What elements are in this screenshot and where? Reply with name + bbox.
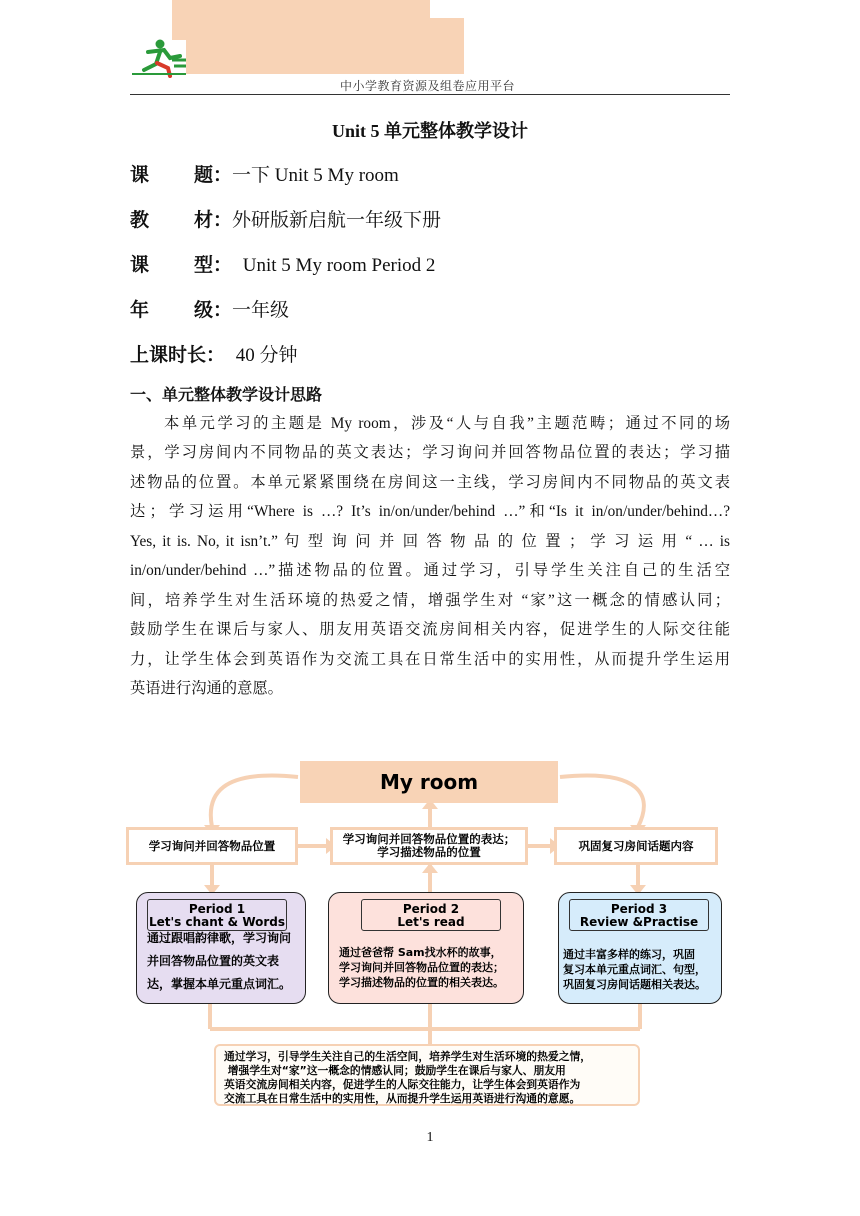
platform-name: 中小学教育资源及组卷应用平台 xyxy=(340,79,516,93)
field-value: Unit 5 My room Period 2 xyxy=(238,255,436,276)
period-3-box xyxy=(558,892,722,1004)
field-label: 教材 xyxy=(130,210,213,231)
paragraph-line: 述物品的位置。本单元紧紧围绕在房间这一主线，学习房间内不同物品的英文表 xyxy=(130,474,730,491)
objective-box xyxy=(554,827,718,865)
summary-box: 通过学习，引导学生关注自己的生活空间，培养学生对生活环境的热爱之情， 增强学生对“家”这一概念的情感认同；鼓励学生在课后与家人、朋友用 英语交流房间相关内容，促进学生的人际交往能力，让学生体会到英语作为 交流工具在日常生活中的实用性，从而提升学生运用英语进行沟通的意愿。 xyxy=(214,1044,640,1106)
period-title: Period 3 Review &Practise xyxy=(569,899,709,931)
paragraph-line: 景，学习房间内不同物品的英文表达；学习询问并回答物品位置的表达；学习描 xyxy=(130,444,730,461)
objective-label: 学习询问并回答物品位置的表达； 学习描述物品的位置 xyxy=(342,832,516,859)
logo-redaction-block xyxy=(172,0,430,20)
field-label: 上课时长 xyxy=(130,345,207,366)
logo-redaction-block xyxy=(172,10,202,40)
period-description: 通过跟唱韵律歌，学习询问 并回答物品位置的英文表 达，掌握本单元重点词汇。 xyxy=(147,931,292,991)
paragraph-line: 力，让学生体会到英语作为交流工具在日常生活中的实用性，从而提升学生运用 xyxy=(130,651,730,668)
field-duration: 上课时长： 40 分钟 xyxy=(130,340,298,367)
unit-structure-diagram xyxy=(120,755,740,1115)
header-divider xyxy=(130,94,730,95)
field-value: 一下 Unit 5 My room xyxy=(232,165,399,186)
field-textbook: 教材：外研版新启航一年级下册 xyxy=(130,205,441,232)
field-label: 课题 xyxy=(130,165,213,186)
objective-label: 巩固复习房间话题内容 xyxy=(578,838,694,853)
objective-label: 学习询问并回答物品位置 xyxy=(148,838,276,853)
objective-box xyxy=(330,827,528,865)
field-value: 一年级 xyxy=(232,300,290,321)
field-label: 年级 xyxy=(130,300,213,321)
paragraph-line: 英语进行沟通的意愿。 xyxy=(130,680,283,697)
paragraph-line: 鼓励学生在课后与家人、朋友用英语交流房间相关内容，促进学生的人际交往能 xyxy=(130,621,730,638)
period-description: 通过爸爸帮 Sam找水杯的故事， 学习询问并回答物品位置的表达； 学习描述物品的位置的相关表达。 xyxy=(339,946,504,989)
paragraph-line: 间，培养学生对生活环境的热爱之情，增强学生对 “家”这一概念的情感认同； xyxy=(130,592,730,609)
field-value: 外研版新启航一年级下册 xyxy=(232,210,442,231)
field-label: 课型 xyxy=(130,255,213,276)
paragraph-line: Yes, it is. No, it isn’t.” 句 型 询 问 并 回 答 物 品 的 位 置 ； 学 习 运 用 “ … is xyxy=(130,533,730,550)
center-topic-box: My room xyxy=(300,761,558,803)
period-2-box xyxy=(328,892,524,1004)
logo-redaction-block xyxy=(186,18,464,74)
field-value: 40 分钟 xyxy=(231,345,298,366)
paragraph-line: in/on/under/behind …”描述物品的位置。通过学习，引导学生关注自己的生活空 xyxy=(130,562,730,579)
period-description: 通过丰富多样的练习，巩固 复习本单元重点词汇、句型， 巩固复习房间话题相关表达。 xyxy=(563,948,706,991)
objective-box xyxy=(126,827,298,865)
field-topic: 课题：一下 Unit 5 My room xyxy=(130,160,399,187)
period-title: Period 2 Let's read xyxy=(361,899,501,931)
page-number: 1 xyxy=(426,1130,434,1145)
field-grade: 年级：一年级 xyxy=(130,295,289,322)
field-lesson-type: 课型： Unit 5 My room Period 2 xyxy=(130,250,435,277)
document-title: Unit 5 单元整体教学设计 xyxy=(331,121,528,141)
paragraph-line: 本单元学习的主题是 My room，涉及“人与自我”主题范畴；通过不同的场 xyxy=(164,415,730,432)
paragraph-line: 达；学习运用“Where is …? It’s in/on/under/behind …”和“Is it in/on/under/behind…? xyxy=(130,503,730,520)
runner-logo-icon xyxy=(130,38,188,78)
section-heading: 一、单元整体教学设计思路 xyxy=(130,385,323,404)
period-1-box xyxy=(136,892,306,1004)
period-title: Period 1 Let's chant & Words xyxy=(147,899,287,931)
